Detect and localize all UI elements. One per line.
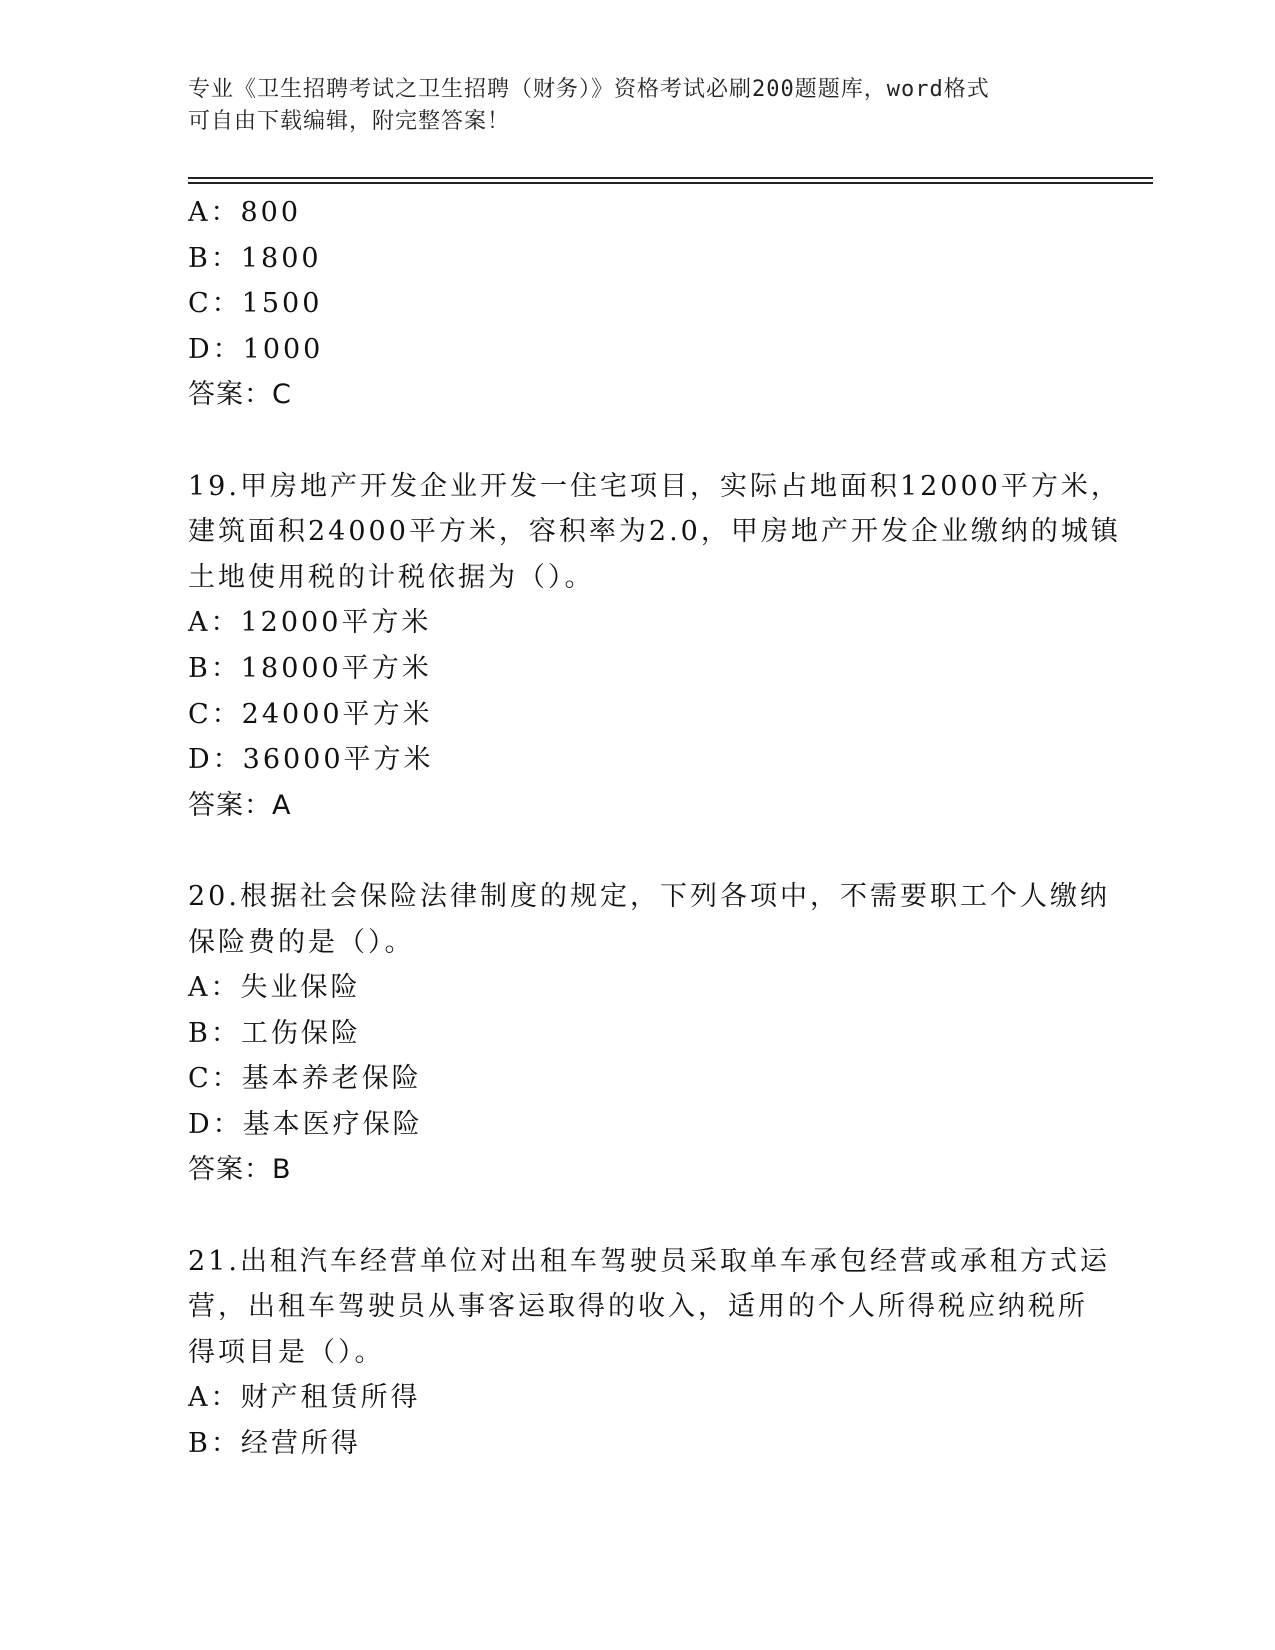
option-d: D：36000平方米 (188, 744, 434, 776)
option-a: A：800 (188, 197, 302, 228)
option-a: A：12000平方米 (188, 607, 432, 639)
question-19 (188, 464, 1121, 829)
header-divider-bottom (188, 182, 1153, 184)
header-divider-top (188, 177, 1153, 179)
question-18 (188, 190, 1088, 418)
option-a: A：失业保险 (188, 972, 361, 1004)
option-b: B：工伤保险 (188, 1017, 361, 1049)
question-stem-line: 保险费的是（）。 (188, 926, 415, 958)
question-stem-line: 得项目是（）。 (188, 1336, 385, 1368)
document-body (188, 190, 1121, 1467)
question-stem-line: 土地使用税的计税依据为（）。 (188, 561, 595, 593)
question-stem-line: 营，出租车驾驶员从事客运取得的收入，适用的个人所得税应纳税所 (188, 1291, 1088, 1323)
document-header (188, 74, 1068, 138)
question-20 (188, 874, 1110, 1193)
answer: 答案：B (188, 1154, 292, 1186)
option-c: C：1500 (188, 288, 323, 320)
header-line-1: 专业《卫生招聘考试之卫生招聘（财务）》资格考试必刷200题题库，word格式 (188, 77, 990, 102)
header-line-2: 可自由下载编辑，附完整答案！ (188, 109, 511, 134)
option-b: B：经营所得 (188, 1428, 361, 1460)
question-21 (188, 1239, 1110, 1467)
question-stem-line: 19.甲房地产开发企业开发一住宅项目，实际占地面积12000平方米， (188, 470, 1121, 502)
question-stem-line: 21.出租汽车经营单位对出租车驾驶员采取单车承包经营或承租方式运 (188, 1245, 1110, 1277)
answer: 答案：C (188, 379, 292, 411)
option-d: D：1000 (188, 333, 324, 365)
question-stem-line: 建筑面积24000平方米，容积率为2.0，甲房地产开发企业缴纳的城镇 (188, 516, 1121, 548)
option-c: C：24000平方米 (188, 698, 433, 730)
option-d: D：基本医疗保险 (188, 1108, 423, 1140)
option-b: B：1800 (188, 242, 322, 274)
option-a: A：财产租赁所得 (188, 1382, 421, 1414)
option-b: B：18000平方米 (188, 652, 432, 684)
option-c: C：基本养老保险 (188, 1063, 422, 1095)
answer: 答案：A (188, 789, 292, 821)
question-stem-line: 20.根据社会保险法律制度的规定，下列各项中，不需要职工个人缴纳 (188, 880, 1110, 912)
